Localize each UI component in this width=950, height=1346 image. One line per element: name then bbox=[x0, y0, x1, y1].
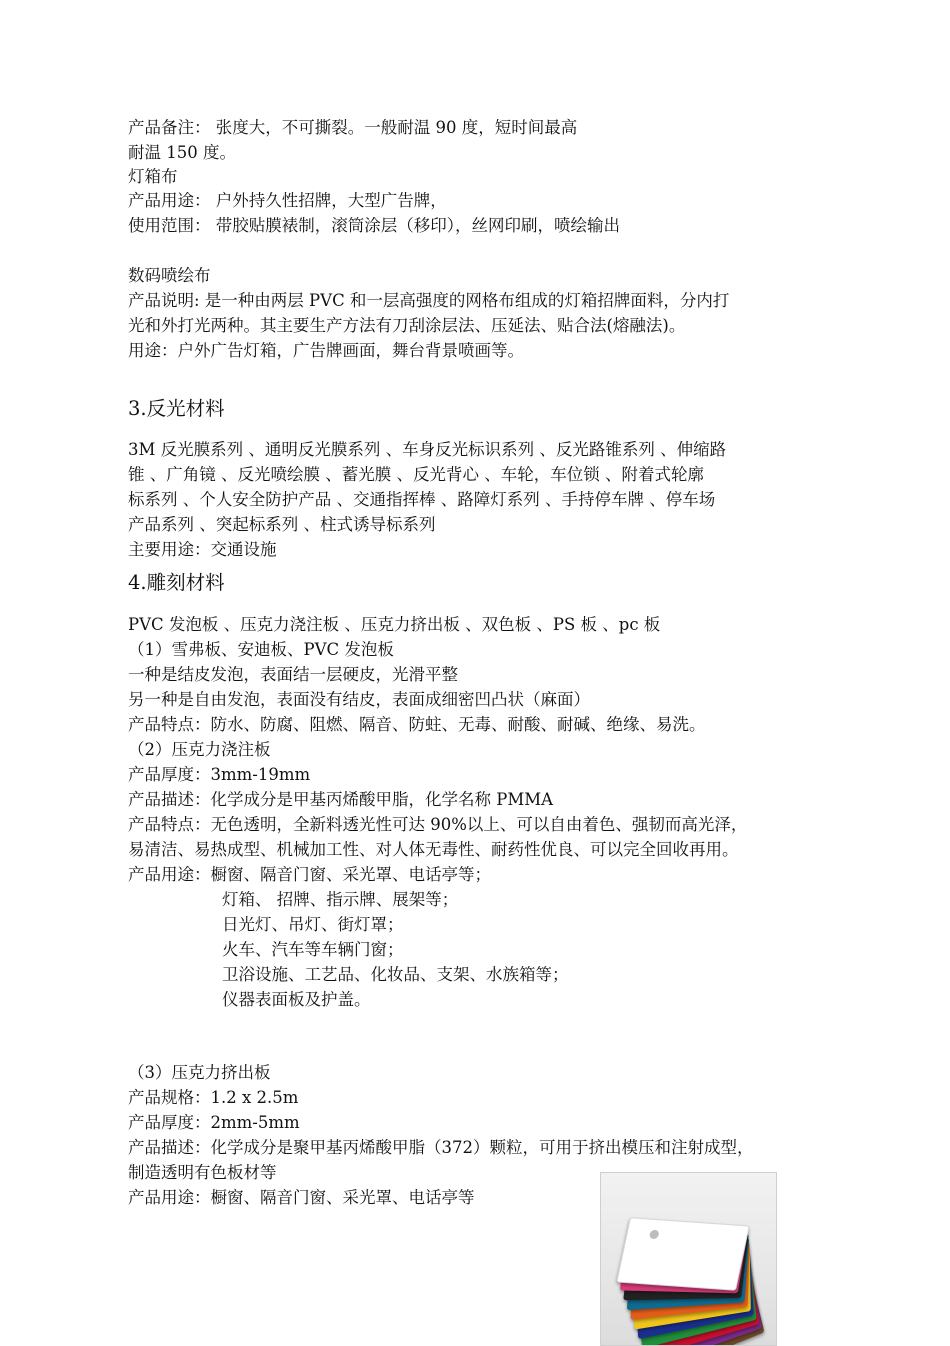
sheet-hole bbox=[649, 1230, 660, 1240]
text-line: 产品系列 、突起标系列 、柱式诱导标系列 bbox=[128, 515, 436, 534]
text-line: （1）雪弗板、安迪板、PVC 发泡板 bbox=[128, 640, 394, 659]
text-line: 产品厚度：3mm-19mm bbox=[128, 765, 311, 784]
text-line: 仪器表面板及护盖。 bbox=[222, 990, 371, 1009]
text-line: 产品描述：化学成分是聚甲基丙烯酸甲脂（372）颗粒，可用于挤出模压和注射成型， bbox=[128, 1138, 754, 1157]
text-line: 易清洁、易热成型、机械加工性、对人体无毒性、耐药性优良、可以完全回收再用。 bbox=[128, 840, 739, 859]
text-line: 用途：户外广告灯箱，广告牌画面，舞台背景喷画等。 bbox=[128, 341, 524, 360]
text-line: 光和外打光两种。其主要生产方法有刀刮涂层法、压延法、贴合法(熔融法)。 bbox=[128, 316, 686, 335]
text-line: 锥 、广角镜 、反光喷绘膜 、蓄光膜 、反光背心 、车轮，车位锁 、附着式轮廓 bbox=[128, 465, 704, 484]
section-heading: 4.雕刻材料 bbox=[128, 571, 225, 594]
text-line: 产品备注： 张度大，不可撕裂。一般耐温 90 度，短时间最高 bbox=[128, 118, 578, 137]
text-line: 主要用途：交通设施 bbox=[128, 540, 277, 559]
text-line: 产品说明: 是一种由两层 PVC 和一层高强度的网格布组成的灯箱招牌面料，分内打 bbox=[128, 291, 730, 310]
text-line: 日光灯、吊灯、街灯罩； bbox=[222, 915, 404, 934]
text-line: 耐温 150 度。 bbox=[128, 143, 236, 162]
text-line: 产品用途： 户外持久性招牌，大型广告牌， bbox=[128, 191, 447, 210]
section-heading: 3.反光材料 bbox=[128, 397, 225, 420]
text-line: 另一种是自由发泡，表面没有结皮，表面成细密凹凸状（麻面） bbox=[128, 690, 590, 709]
text-line: 使用范围： 带胶贴膜裱制，滚筒涂层（移印），丝网印刷，喷绘输出 bbox=[128, 216, 620, 235]
text-line: 灯箱、 招牌、指示牌、展架等； bbox=[222, 890, 459, 909]
text-line: （3）压克力挤出板 bbox=[128, 1063, 271, 1082]
text-line: 灯箱布 bbox=[128, 167, 178, 186]
acrylic-sheets-photo bbox=[600, 1172, 777, 1346]
acrylic-sheet bbox=[616, 1217, 750, 1291]
text-line: 产品特点：无色透明，全新料透光性可达 90%以上、可以自由着色、强韧而高光泽， bbox=[128, 815, 748, 834]
text-line: PVC 发泡板 、压克力浇注板 、压克力挤出板 、双色板 、PS 板 、pc 板 bbox=[128, 615, 661, 634]
text-line: 火车、汽车等车辆门窗； bbox=[222, 940, 404, 959]
text-line: 制造透明有色板材等 bbox=[128, 1163, 277, 1182]
text-line: 数码喷绘布 bbox=[128, 266, 211, 285]
text-line: 3M 反光膜系列 、通明反光膜系列 、车身反光标识系列 、反光路锥系列 、伸缩路 bbox=[128, 440, 727, 459]
text-line: （2）压克力浇注板 bbox=[128, 740, 271, 759]
text-line: 产品描述：化学成分是甲基丙烯酸甲脂，化学名称 PMMA bbox=[128, 790, 554, 809]
text-line: 产品厚度：2mm-5mm bbox=[128, 1113, 300, 1132]
text-line: 一种是结皮发泡，表面结一层硬皮，光滑平整 bbox=[128, 665, 458, 684]
text-line: 标系列 、个人安全防护产品 、交通指挥棒 、路障灯系列 、手持停车牌 、停车场 bbox=[128, 490, 716, 509]
text-line: 产品特点：防水、防腐、阻燃、隔音、防蛀、无毒、耐酸、耐碱、绝缘、易洗。 bbox=[128, 715, 706, 734]
text-line: 产品规格：1.2 x 2.5m bbox=[128, 1088, 299, 1107]
text-line: 产品用途：橱窗、隔音门窗、采光罩、电话亭等 bbox=[128, 1188, 475, 1207]
text-line: 产品用途：橱窗、隔音门窗、采光罩、电话亭等； bbox=[128, 865, 491, 884]
text-line: 卫浴设施、工艺品、化妆品、支架、水族箱等； bbox=[222, 965, 569, 984]
